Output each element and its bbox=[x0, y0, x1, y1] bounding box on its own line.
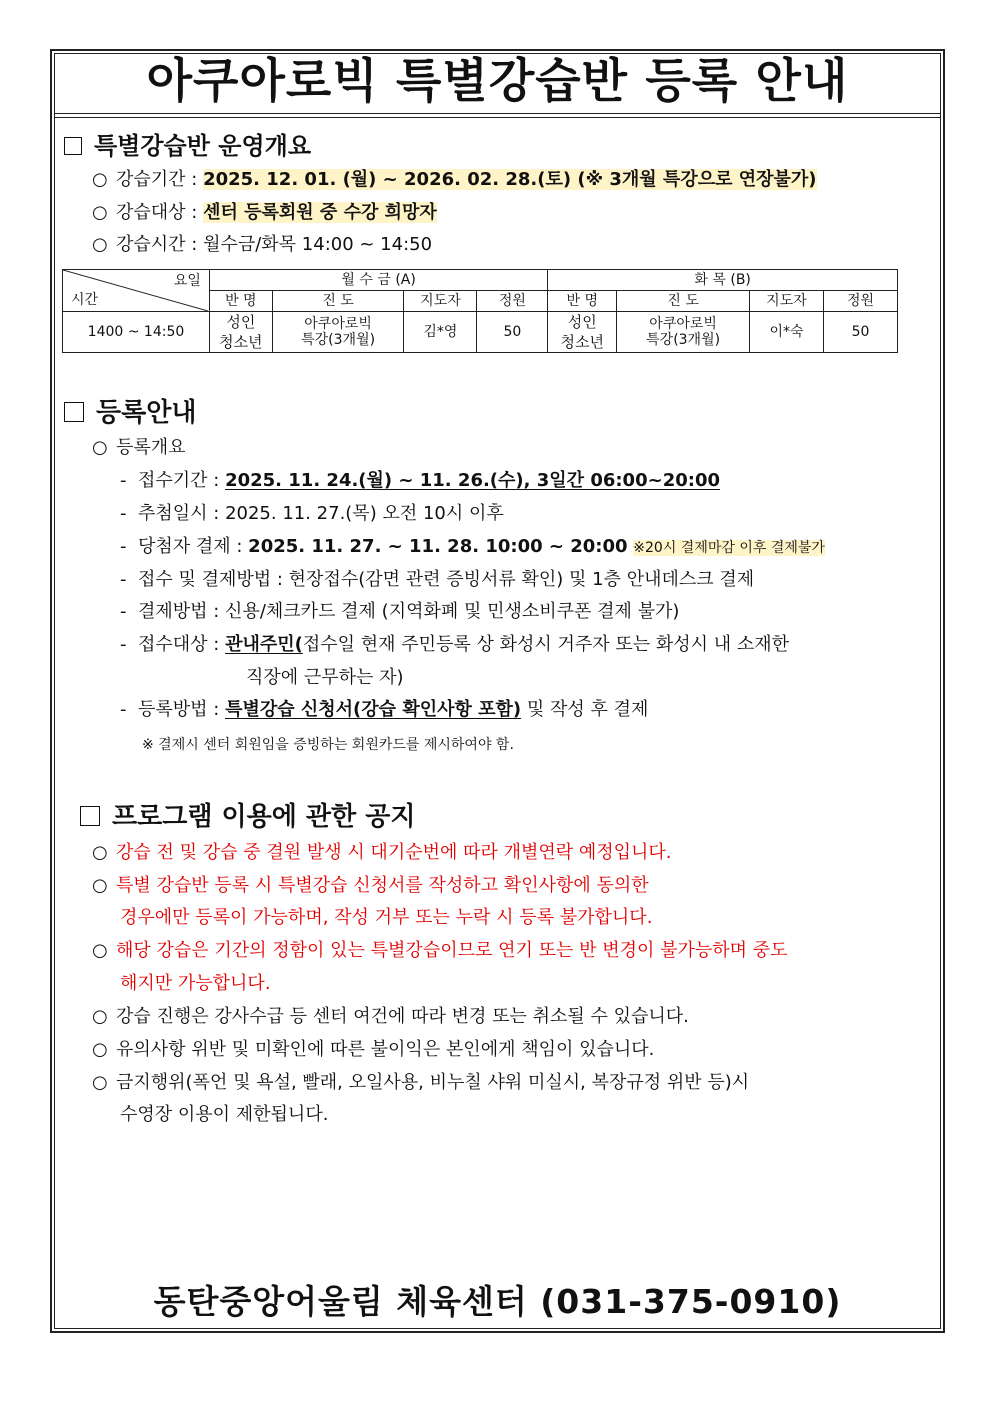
payment-means: - 결제방법 : 신용/체크카드 결제 (지역화폐 및 민생소비쿠폰 결제 불가) bbox=[120, 601, 680, 622]
target-value: 센터 등록회원 중 수강 희망자 bbox=[203, 202, 437, 223]
registration-method: - 등록방법 : 특별강습 신청서(강습 확인사항 포함) 및 작성 후 결제 bbox=[120, 699, 649, 720]
checkbox-square-icon bbox=[64, 137, 82, 155]
row-time: 1400 ~ 14:50 bbox=[63, 312, 210, 353]
notice-item-2: ○ 특별 강습반 등록 시 특별강습 신청서를 작성하고 확인사항에 동의한 bbox=[92, 875, 649, 896]
notice-item-6-cont: 수영장 이용이 제한됩니다. bbox=[120, 1104, 329, 1125]
notice-item-2-cont: 경우에만 등록이 가능하며, 작성 거부 또는 누락 시 등록 불가합니다. bbox=[120, 907, 653, 928]
payment-method-line: - 접수 및 결제방법 : 현장접수(감면 관련 증빙서류 확인) 및 1층 안내데스크 결제 bbox=[120, 569, 755, 590]
bullet-circle-icon: ○ bbox=[92, 1039, 108, 1060]
bullet-circle-icon: ○ bbox=[92, 169, 108, 190]
b-capacity-header: 정원 bbox=[823, 291, 897, 312]
member-card-note: ※ 결제시 센터 회원임을 증빙하는 회원카드를 제시하여야 함. bbox=[142, 737, 514, 753]
eligibility: - 접수대상 : 관내주민(접수일 현재 주민등록 상 화성시 거주자 또는 화성시 내 소재한 bbox=[120, 634, 790, 655]
b-instructor-header: 지도자 bbox=[749, 291, 823, 312]
time-value: 월수금/화목 14:00 ~ 14:50 bbox=[203, 234, 433, 255]
registration-heading: 등록안내 bbox=[64, 392, 196, 429]
bullet-circle-icon: ○ bbox=[92, 1072, 108, 1093]
overview-time: ○ 강습시간 : 월수금/화목 14:00 ~ 14:50 bbox=[92, 234, 433, 255]
bullet-circle-icon: ○ bbox=[92, 940, 108, 961]
notice-item-4: ○ 강습 진행은 강사수급 등 센터 여건에 따라 변경 또는 취소될 수 있습니다. bbox=[92, 1006, 689, 1027]
overview-period: ○ 강습기간 : 2025. 12. 01. (월) ~ 2026. 02. 28.(토) (※ 3개월 특강으로 연장불가) bbox=[92, 169, 817, 190]
bullet-circle-icon: ○ bbox=[92, 1006, 108, 1027]
notice-item-1: ○ 강습 전 및 강습 중 결원 발생 시 대기순번에 따라 개별연락 예정입니다. bbox=[92, 842, 672, 863]
reg-period-value: 2025. 11. 24.(월) ~ 11. 26.(수), 3일간 06:00~20:00 bbox=[225, 470, 720, 491]
table-row bbox=[63, 312, 898, 353]
corner-time-label: 시간 bbox=[71, 292, 99, 308]
a-capacity-cell: 50 bbox=[477, 312, 548, 353]
a-course-cell: 아쿠아로빅 특강(3개월) bbox=[272, 312, 404, 353]
b-course-cell: 아쿠아로빅 특강(3개월) bbox=[617, 312, 750, 353]
a-class-cell: 성인 청소년 bbox=[209, 312, 272, 353]
bullet-circle-icon: ○ bbox=[92, 234, 108, 255]
payment-deadline-note: ※20시 결제마감 이후 결제불가 bbox=[633, 540, 825, 556]
overview-target: ○ 강습대상 : 센터 등록회원 중 수강 희망자 bbox=[92, 202, 437, 223]
notice-item-5: ○ 유의사항 위반 및 미확인에 따른 불이익은 본인에게 책임이 있습니다. bbox=[92, 1039, 655, 1060]
corner-day-label: 요일 bbox=[173, 273, 201, 289]
registration-sub: ○ 등록개요 bbox=[92, 437, 186, 458]
period-value: 2025. 12. 01. (월) ~ 2026. 02. 28.(토) (※ 3개월 특강으로 연장불가) bbox=[203, 169, 817, 190]
notice-item-6: ○ 금지행위(폭언 및 욕설, 빨래, 오일사용, 비누칠 샤워 미실시, 복장규정 위반 등)시 bbox=[92, 1072, 750, 1093]
a-instructor-cell: 김*영 bbox=[404, 312, 477, 353]
bullet-circle-icon: ○ bbox=[92, 202, 108, 223]
notice-item-3-cont: 해지만 가능합니다. bbox=[120, 973, 271, 994]
b-capacity-cell: 50 bbox=[823, 312, 897, 353]
title-divider-2 bbox=[54, 117, 941, 118]
notice-item-3: ○ 해당 강습은 기간의 정함이 있는 특별강습이므로 연기 또는 반 변경이 불가능하며 중도 bbox=[92, 940, 788, 961]
schedule-table bbox=[62, 269, 898, 353]
winner-payment: - 당첨자 결제 : 2025. 11. 27. ~ 11. 28. 10:00 ~ 20:00 ※20시 결제마감 이후 결제불가 bbox=[120, 536, 825, 557]
a-capacity-header: 정원 bbox=[477, 291, 548, 312]
checkbox-square-icon bbox=[64, 402, 84, 422]
b-instructor-cell: 이*숙 bbox=[749, 312, 823, 353]
group-b-header: 화 목 (B) bbox=[548, 270, 898, 291]
table-corner-cell bbox=[63, 270, 210, 312]
overview-heading: 특별강습반 운영개요 bbox=[64, 126, 311, 161]
bullet-circle-icon: ○ bbox=[92, 437, 108, 458]
b-course-header: 진 도 bbox=[617, 291, 750, 312]
a-class-header: 반 명 bbox=[209, 291, 272, 312]
b-class-cell: 성인 청소년 bbox=[548, 312, 617, 353]
a-instructor-header: 지도자 bbox=[404, 291, 477, 312]
document-title: 아쿠아로빅 특별강습반 등록 안내 bbox=[146, 54, 849, 109]
footer-center-contact: 동탄중앙어울림 체육센터 (031-375-0910) bbox=[153, 1282, 842, 1321]
reg-period: - 접수기간 : 2025. 11. 24.(월) ~ 11. 26.(수), 3일간 06:00~20:00 bbox=[120, 470, 720, 491]
notice-heading: 프로그램 이용에 관한 공지 bbox=[80, 796, 415, 833]
group-a-header: 월 수 금 (A) bbox=[209, 270, 547, 291]
lottery-date: - 추첨일시 : 2025. 11. 27.(목) 오전 10시 이후 bbox=[120, 503, 504, 524]
bullet-circle-icon: ○ bbox=[92, 875, 108, 896]
title-divider bbox=[54, 113, 941, 114]
checkbox-square-icon bbox=[80, 806, 100, 826]
bullet-circle-icon: ○ bbox=[92, 842, 108, 863]
eligibility-cont: 직장에 근무하는 자) bbox=[246, 667, 404, 688]
b-class-header: 반 명 bbox=[548, 291, 617, 312]
a-course-header: 진 도 bbox=[272, 291, 404, 312]
